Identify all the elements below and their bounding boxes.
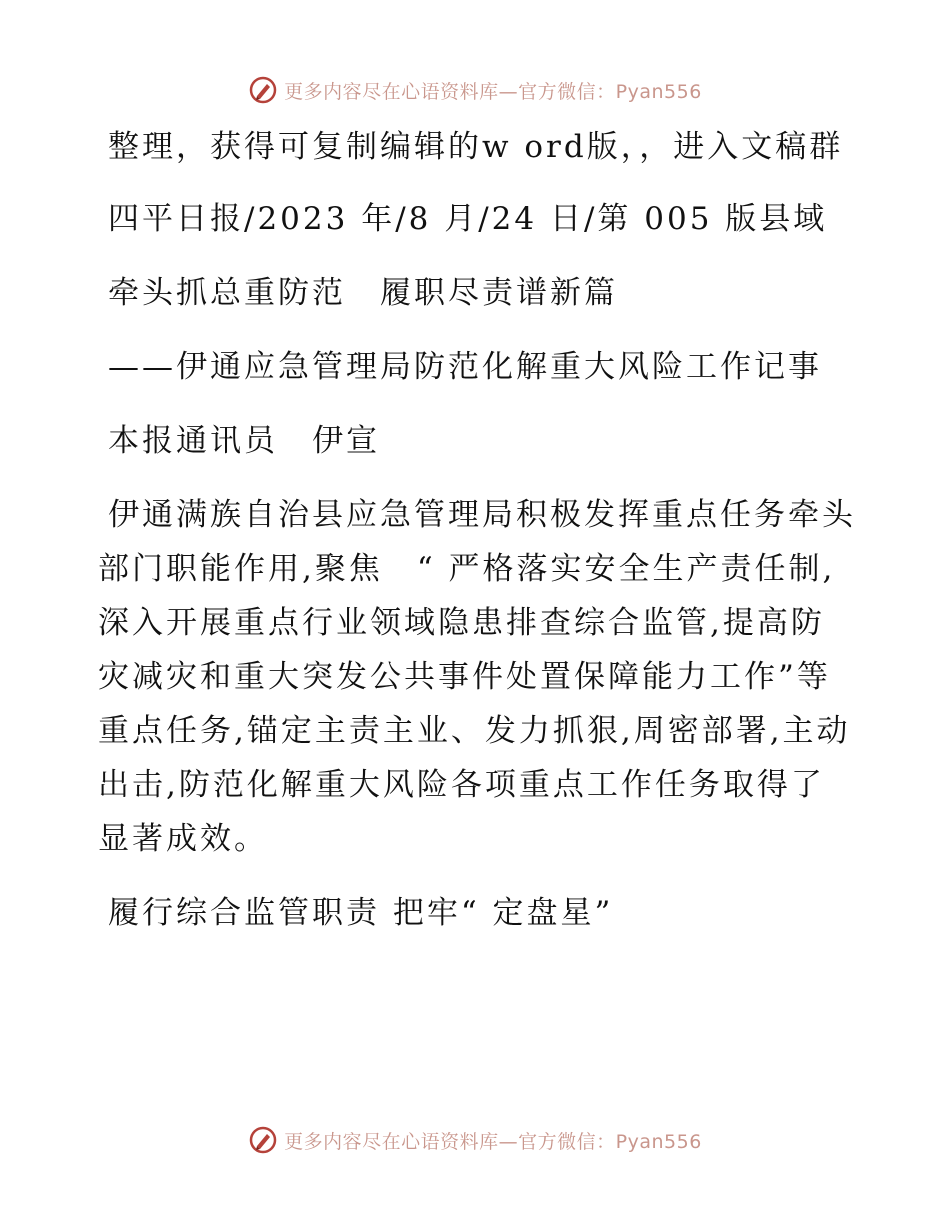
- article-subtitle: ——伊通应急管理局防范化解重大风险工作记事: [108, 349, 822, 385]
- pen-logo-icon: [248, 1125, 278, 1155]
- intro-note: 整理，获得可复制编辑的w ord版，，进入文稿群: [108, 129, 844, 165]
- footer-watermark: [0, 1120, 950, 1160]
- document-body: [98, 120, 858, 940]
- watermark-text: 更多内容尽在心语资料库—官方微信：Pyan556: [284, 80, 702, 103]
- header-watermark: [0, 70, 950, 110]
- watermark-text: 更多内容尽在心语资料库—官方微信：Pyan556: [284, 1130, 702, 1153]
- source-line: 四平日报/2023 年/8 月/24 日/第 005 版县域: [108, 201, 828, 237]
- article-title: 牵头抓总重防范 履职尽责谱新篇: [108, 275, 618, 311]
- body-paragraph-1: 伊通满族自治县应急管理局积极发挥重点任务牵头部门职能作用,聚焦 “ 严格落实安全生产责任制,深入开展重点行业领域隐患排查综合监管,提高防灾减灾和重大突发公共事件处置保障能力工作”等重点任务,锚定主责主业、发力抓狠,周密部署,主动出击,防范化解重大风险各项重点工作任务取得了显著成效。: [98, 497, 856, 857]
- section-heading-1: 履行综合监管职责 把牢“ 定盘星”: [108, 895, 614, 931]
- byline: 本报通讯员 伊宣: [108, 423, 380, 459]
- pen-logo-icon: [248, 75, 278, 105]
